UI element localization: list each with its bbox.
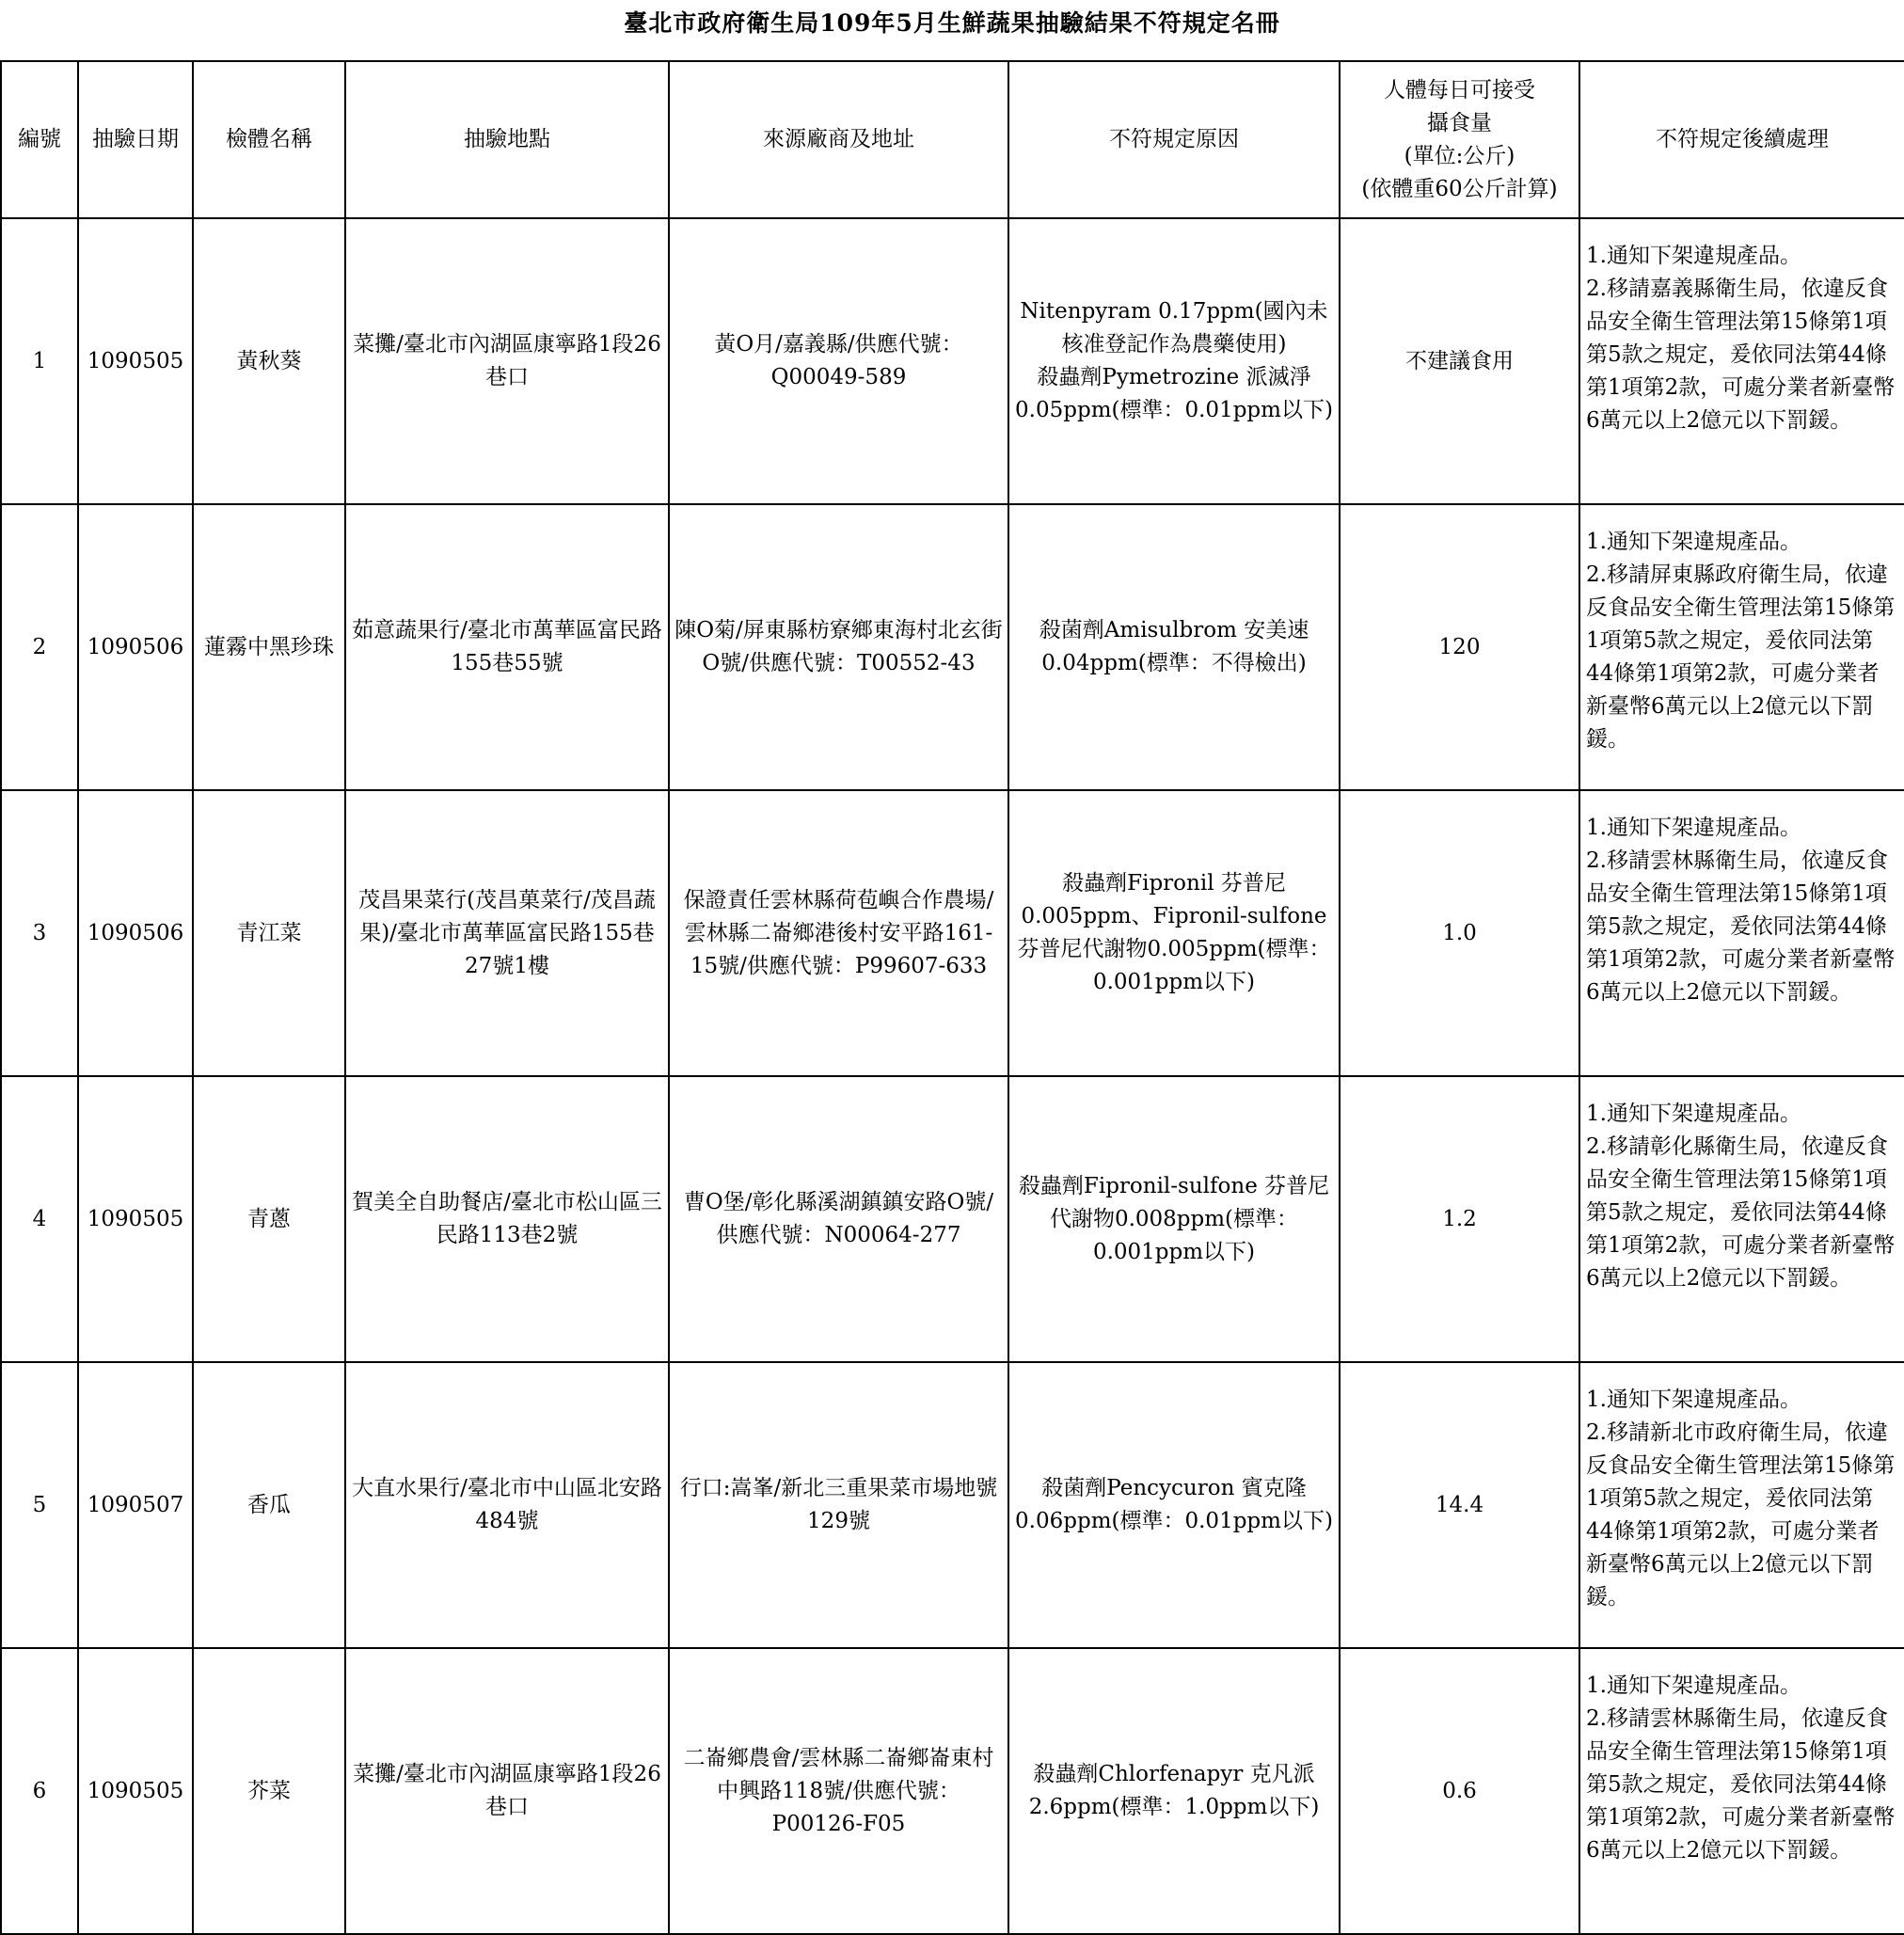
cell-source: 行口:嵩峯/新北三重果菜市場地號129號	[669, 1362, 1008, 1648]
cell-reason: 殺蟲劑Fipronil 芬普尼0.005ppm、Fipronil-sulfone芬普尼代謝物0.005ppm(標準：0.001ppm以下)	[1008, 790, 1340, 1076]
cell-date: 1090506	[78, 790, 193, 1076]
cell-date: 1090506	[78, 504, 193, 790]
cell-date: 1090505	[78, 1648, 193, 1934]
document-title: 臺北市政府衛生局109年5月生鮮蔬果抽驗結果不符規定名冊	[624, 9, 1280, 37]
header-sample: 檢體名稱	[193, 61, 345, 218]
header-source: 來源廠商及地址	[669, 61, 1008, 218]
cell-intake: 不建議食用	[1340, 218, 1579, 504]
cell-source: 保證責任雲林縣荷苞嶼合作農場/雲林縣二崙鄉港後村安平路161-15號/供應代號：P99607-633	[669, 790, 1008, 1076]
cell-date: 1090505	[78, 1076, 193, 1362]
cell-location: 賀美全自助餐店/臺北市松山區三民路113巷2號	[345, 1076, 669, 1362]
cell-no: 2	[1, 504, 78, 790]
cell-followup: 1.通知下架違規產品。 2.移請彰化縣衛生局，依違反食品安全衛生管理法第15條第1項第5款之規定，爰依同法第44條第1項第2款，可處分業者新臺幣6萬元以上2億元以下罰鍰。	[1579, 1076, 1904, 1362]
cell-sample: 青蔥	[193, 1076, 345, 1362]
table-row	[1, 218, 1904, 504]
header-intake: 人體每日可接受 攝食量 (單位:公斤) (依體重60公斤計算)	[1340, 61, 1579, 218]
cell-intake: 1.0	[1340, 790, 1579, 1076]
cell-followup: 1.通知下架違規產品。 2.移請屏東縣政府衛生局，依違反食品安全衛生管理法第15條第1項第5款之規定，爰依同法第44條第1項第2款，可處分業者新臺幣6萬元以上2億元以下罰鍰。	[1579, 504, 1904, 790]
cell-source: 二崙鄉農會/雲林縣二崙鄉崙東村中興路118號/供應代號：P00126-F05	[669, 1648, 1008, 1934]
cell-location: 菜攤/臺北市內湖區康寧路1段26巷口	[345, 218, 669, 504]
cell-sample: 青江菜	[193, 790, 345, 1076]
cell-followup: 1.通知下架違規產品。 2.移請嘉義縣衛生局，依違反食品安全衛生管理法第15條第1項第5款之規定，爰依同法第44條第1項第2款，可處分業者新臺幣6萬元以上2億元以下罰鍰。	[1579, 218, 1904, 504]
cell-location: 茹意蔬果行/臺北市萬華區富民路155巷55號	[345, 504, 669, 790]
table-row	[1, 790, 1904, 1076]
cell-followup: 1.通知下架違規產品。 2.移請雲林縣衛生局，依違反食品安全衛生管理法第15條第1項第5款之規定，爰依同法第44條第1項第2款，可處分業者新臺幣6萬元以上2億元以下罰鍰。	[1579, 1648, 1904, 1934]
cell-intake: 120	[1340, 504, 1579, 790]
header-reason: 不符規定原因	[1008, 61, 1340, 218]
cell-sample: 蓮霧中黑珍珠	[193, 504, 345, 790]
cell-reason: 殺菌劑Amisulbrom 安美速0.04ppm(標準：不得檢出)	[1008, 504, 1340, 790]
cell-no: 6	[1, 1648, 78, 1934]
cell-no: 4	[1, 1076, 78, 1362]
cell-intake: 1.2	[1340, 1076, 1579, 1362]
header-location: 抽驗地點	[345, 61, 669, 218]
cell-sample: 黃秋葵	[193, 218, 345, 504]
cell-followup: 1.通知下架違規產品。 2.移請新北市政府衛生局，依違反食品安全衛生管理法第15條第1項第5款之規定，爰依同法第44條第1項第2款，可處分業者新臺幣6萬元以上2億元以下罰鍰。	[1579, 1362, 1904, 1648]
violation-table	[0, 60, 1904, 1935]
cell-no: 1	[1, 218, 78, 504]
table-row	[1, 1362, 1904, 1648]
cell-source: 陳O菊/屏東縣枋寮鄉東海村北玄街O號/供應代號：T00552-43	[669, 504, 1008, 790]
cell-reason: 殺蟲劑Chlorfenapyr 克凡派2.6ppm(標準：1.0ppm以下)	[1008, 1648, 1340, 1934]
cell-intake: 0.6	[1340, 1648, 1579, 1934]
header-date: 抽驗日期	[78, 61, 193, 218]
cell-source: 曹O堡/彰化縣溪湖鎮鎮安路O號/供應代號：N00064-277	[669, 1076, 1008, 1362]
cell-location: 菜攤/臺北市內湖區康寧路1段26巷口	[345, 1648, 669, 1934]
header-row	[1, 61, 1904, 218]
cell-location: 大直水果行/臺北市中山區北安路484號	[345, 1362, 669, 1648]
cell-no: 5	[1, 1362, 78, 1648]
header-followup: 不符規定後續處理	[1579, 61, 1904, 218]
cell-no: 3	[1, 790, 78, 1076]
table-row	[1, 1076, 1904, 1362]
cell-sample: 香瓜	[193, 1362, 345, 1648]
cell-source: 黃O月/嘉義縣/供應代號：Q00049-589	[669, 218, 1008, 504]
cell-date: 1090505	[78, 218, 193, 504]
cell-date: 1090507	[78, 1362, 193, 1648]
cell-sample: 芥菜	[193, 1648, 345, 1934]
cell-followup: 1.通知下架違規產品。 2.移請雲林縣衛生局，依違反食品安全衛生管理法第15條第1項第5款之規定，爰依同法第44條第1項第2款，可處分業者新臺幣6萬元以上2億元以下罰鍰。	[1579, 790, 1904, 1076]
cell-location: 茂昌果菜行(茂昌菓菜行/茂昌蔬果)/臺北市萬華區富民路155巷27號1樓	[345, 790, 669, 1076]
cell-reason: 殺菌劑Pencycuron 賓克隆0.06ppm(標準：0.01ppm以下)	[1008, 1362, 1340, 1648]
header-no: 編號	[1, 61, 78, 218]
cell-reason: Nitenpyram 0.17ppm(國內未核准登記作為農藥使用) 殺蟲劑Pymetrozine 派滅淨0.05ppm(標準：0.01ppm以下)	[1008, 218, 1340, 504]
table-row	[1, 504, 1904, 790]
table-row	[1, 1648, 1904, 1934]
cell-intake: 14.4	[1340, 1362, 1579, 1648]
cell-reason: 殺蟲劑Fipronil-sulfone 芬普尼代謝物0.008ppm(標準：0.001ppm以下)	[1008, 1076, 1340, 1362]
